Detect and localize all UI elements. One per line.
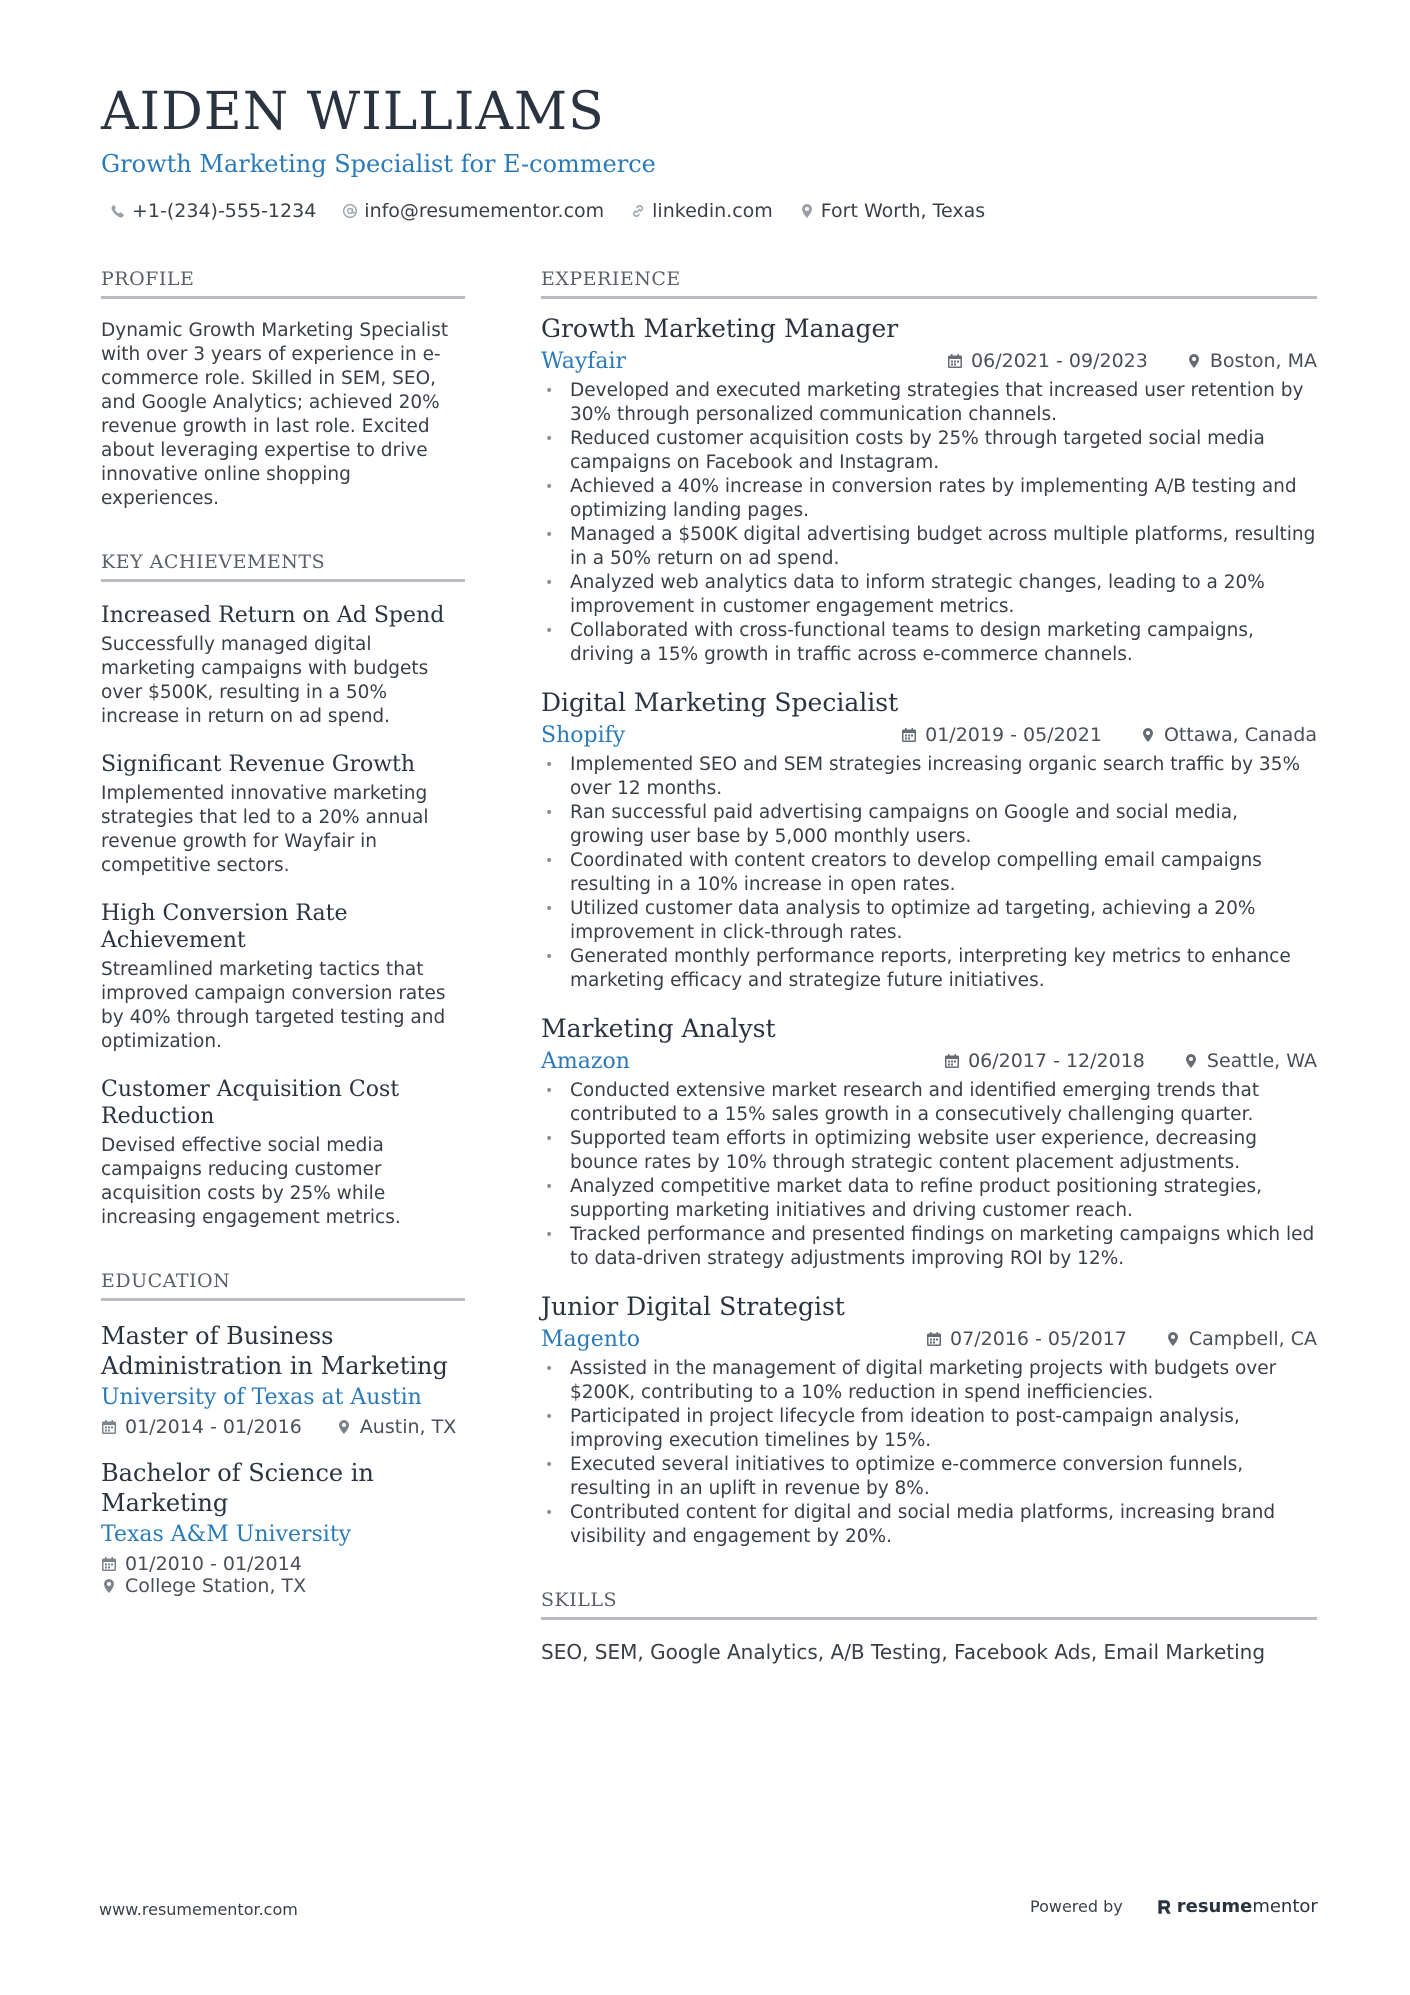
achievement-item (101, 900, 465, 1054)
link-icon (630, 203, 646, 219)
contact-email[interactable] (342, 200, 604, 222)
brand-name-light: mentor (1252, 1896, 1318, 1917)
map-pin-icon (1186, 353, 1202, 369)
education-meta (101, 1553, 465, 1575)
job-header-row (541, 1323, 1317, 1355)
job-entry (541, 687, 1317, 993)
job-bullet: • Managed a $500K digital advertising budget across multiple platforms, resulting in a 50% return on ad spend. (541, 523, 1317, 571)
education-item (101, 1458, 465, 1597)
footer-branding (1030, 1896, 1318, 1917)
skills-section (541, 1589, 1317, 1664)
job-location: Boston, MA (1209, 350, 1317, 372)
email-text: info@resumementor.com (364, 200, 605, 222)
job-company: Amazon (541, 1048, 630, 1074)
job-location: Seattle, WA (1206, 1050, 1317, 1072)
job-bullets (541, 1079, 1317, 1271)
job-entry (541, 1013, 1317, 1271)
achievement-title: Increased Return on Ad Spend (101, 603, 445, 628)
job-bullet: • Analyzed web analytics data to inform strategic changes, leading to a 20% improvement in customer engagement metrics. (541, 571, 1317, 619)
achievements-heading: KEY ACHIEVEMENTS (101, 551, 465, 582)
education-degree: Bachelor of Science in Marketing (101, 1459, 374, 1517)
education-meta (101, 1416, 465, 1438)
job-bullet: • Coordinated with content creators to develop compelling email campaigns resulting in a 10% increase in open rates. (541, 849, 1317, 897)
achievement-text: Successfully managed digital marketing campaigns with budgets over $500K, resulting in a 50% increase in return on ad spend. (101, 634, 429, 727)
job-dates: 06/2021 - 09/2023 (971, 350, 1148, 372)
experience-heading: EXPERIENCE (541, 268, 1317, 299)
calendar-icon (944, 1053, 960, 1069)
job-bullet: • Participated in project lifecycle from ideation to post-campaign analysis, improving execution timelines by 15%. (541, 1405, 1317, 1453)
phone-icon (110, 203, 126, 219)
powered-by-text: Powered by (1030, 1897, 1123, 1916)
contact-linkedin[interactable] (630, 200, 773, 222)
map-pin-icon (1183, 1053, 1199, 1069)
right-column (541, 268, 1317, 1664)
contact-phone[interactable] (110, 200, 316, 222)
experience-section (541, 268, 1317, 1549)
education-school: University of Texas at Austin (101, 1385, 422, 1410)
job-title: Junior Digital Strategist (541, 1292, 845, 1321)
job-meta (947, 350, 1317, 372)
contact-location (799, 200, 985, 222)
calendar-icon (901, 727, 917, 743)
achievement-title: Customer Acquisition Cost Reduction (101, 1077, 400, 1129)
achievement-text: Implemented innovative marketing strategies that led to a 20% annual revenue growth for Wayfair in competitive sectors. (101, 783, 429, 876)
map-pin-icon (799, 203, 815, 219)
calendar-icon (101, 1556, 117, 1572)
profile-text: Dynamic Growth Marketing Specialist with over 3 years of experience in e-commerce role. Skilled in SEM, SEO, and Google Analytics; achieved 20% revenue growth in last role. Excited about leveraging expertise to drive innovative online shopping experiences. (101, 320, 449, 509)
job-header-row (541, 345, 1317, 377)
achievement-title: Significant Revenue Growth (101, 752, 416, 777)
job-bullet: • Assisted in the management of digital marketing projects with budgets over $200K, contributing to a 10% reduction in spend inefficiencies. (541, 1357, 1317, 1405)
job-location: Campbell, CA (1188, 1328, 1317, 1350)
job-bullet: • Analyzed competitive market data to refine product positioning strategies, supporting marketing initiatives and driving customer reach. (541, 1175, 1317, 1223)
job-meta (901, 724, 1317, 746)
job-location: Ottawa, Canada (1163, 724, 1317, 746)
map-pin-icon (101, 1578, 117, 1594)
education-school: Texas A&M University (101, 1522, 352, 1547)
job-bullets (541, 753, 1317, 993)
education-dates: 01/2014 - 01/2016 (125, 1416, 302, 1438)
job-dates: 01/2019 - 05/2021 (925, 724, 1102, 746)
job-bullet: • Utilized customer data analysis to optimize ad targeting, achieving a 20% improvement in click-through rates. (541, 897, 1317, 945)
footer-website[interactable]: www.resumementor.com (99, 1900, 298, 1919)
education-section (101, 1270, 465, 1597)
education-meta (101, 1575, 465, 1597)
job-bullet: • Supported team efforts in optimizing website user experience, decreasing bounce rates by 10% through strategic content placement adjustments. (541, 1127, 1317, 1175)
job-bullet: • Generated monthly performance reports, interpreting key metrics to enhance marketing efficacy and strategize future initiatives. (541, 945, 1317, 993)
job-bullet: • Conducted extensive market research and identified emerging trends that contributed to a 15% sales growth in a consecutively challenging quarter. (541, 1079, 1317, 1127)
education-heading: EDUCATION (101, 1270, 465, 1301)
job-bullet: • Executed several initiatives to optimize e-commerce conversion funnels, resulting in an uplift in revenue by 8%. (541, 1453, 1317, 1501)
job-meta (944, 1050, 1317, 1072)
education-location: Austin, TX (359, 1416, 457, 1438)
skills-heading: SKILLS (541, 1589, 1317, 1620)
achievement-text: Devised effective social media campaigns reducing customer acquisition costs by 25% while increasing engagement metrics. (101, 1135, 401, 1228)
job-title: Growth Marketing Manager (541, 314, 899, 343)
map-pin-icon (336, 1419, 352, 1435)
job-bullet: • Ran successful paid advertising campaigns on Google and social media, growing user base by 5,000 monthly users. (541, 801, 1317, 849)
achievement-item (101, 1076, 465, 1230)
calendar-icon (947, 353, 963, 369)
education-location: College Station, TX (125, 1575, 307, 1597)
job-company: Wayfair (541, 348, 627, 374)
job-meta (926, 1328, 1317, 1350)
profile-heading: PROFILE (101, 268, 465, 299)
left-column (101, 268, 465, 1597)
achievement-text: Streamlined marketing tactics that improved campaign conversion rates by 40% through targeted testing and optimization. (101, 959, 446, 1052)
job-dates: 06/2017 - 12/2018 (968, 1050, 1145, 1072)
job-company: Shopify (541, 722, 626, 748)
job-header-row (541, 719, 1317, 751)
brand-logo[interactable] (1155, 1896, 1318, 1917)
job-bullet: • Tracked performance and presented findings on marketing campaigns which led to data-driven strategy adjustments improving ROI by 12%. (541, 1223, 1317, 1271)
resumementor-logo-icon (1155, 1898, 1173, 1916)
calendar-icon (101, 1419, 117, 1435)
job-company: Magento (541, 1326, 640, 1352)
job-header-row (541, 1045, 1317, 1077)
map-pin-icon (1165, 1331, 1181, 1347)
job-entry (541, 1291, 1317, 1549)
education-item (101, 1321, 465, 1438)
phone-text: +1-(234)-555-1234 (132, 200, 317, 222)
candidate-name: AIDEN WILLIAMS (101, 82, 605, 142)
job-bullets (541, 1357, 1317, 1549)
achievement-title: High Conversion Rate Achievement (101, 901, 348, 953)
candidate-title: Growth Marketing Specialist for E-commerce (101, 150, 656, 178)
achievement-item (101, 751, 465, 878)
at-icon (342, 203, 358, 219)
job-bullet: • Developed and executed marketing strategies that increased user retention by 30% through personalized communication channels. (541, 379, 1317, 427)
job-bullet: • Contributed content for digital and social media platforms, increasing brand visibility and engagement by 20%. (541, 1501, 1317, 1549)
brand-name-bold: resume (1176, 1896, 1253, 1917)
job-bullet: • Implemented SEO and SEM strategies increasing organic search traffic by 35% over 12 months. (541, 753, 1317, 801)
job-bullets (541, 379, 1317, 667)
linkedin-text: linkedin.com (652, 200, 773, 222)
job-title: Marketing Analyst (541, 1014, 776, 1043)
contact-bar (110, 200, 985, 222)
skills-text: SEO, SEM, Google Analytics, A/B Testing, Facebook Ads, Email Marketing (541, 1640, 1266, 1664)
job-bullet: • Achieved a 40% increase in conversion rates by implementing A/B testing and optimizing landing pages. (541, 475, 1317, 523)
map-pin-icon (1140, 727, 1156, 743)
calendar-icon (926, 1331, 942, 1347)
job-title: Digital Marketing Specialist (541, 688, 899, 717)
education-dates: 01/2010 - 01/2014 (125, 1553, 302, 1575)
job-bullet: • Reduced customer acquisition costs by 25% through targeted social media campaigns on Facebook and Instagram. (541, 427, 1317, 475)
job-bullet: • Collaborated with cross-functional teams to design marketing campaigns, driving a 15% growth in traffic across e-commerce channels. (541, 619, 1317, 667)
job-entry (541, 313, 1317, 667)
profile-section (101, 268, 465, 511)
achievements-section (101, 551, 465, 1230)
location-text: Fort Worth, Texas (820, 200, 986, 222)
achievement-item (101, 602, 465, 729)
job-dates: 07/2016 - 05/2017 (950, 1328, 1127, 1350)
education-degree: Master of Business Administration in Marketing (101, 1322, 448, 1380)
